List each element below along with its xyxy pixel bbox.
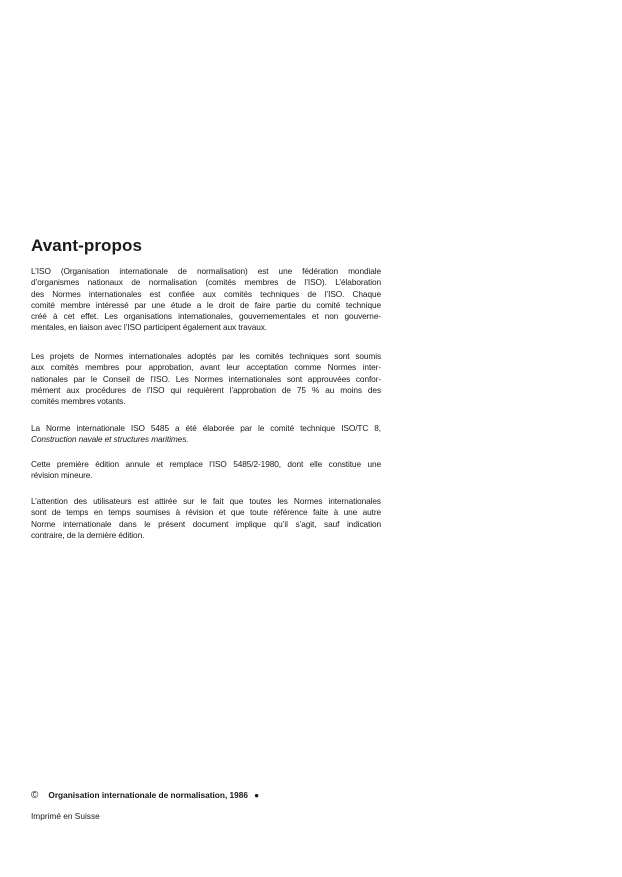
text-line: révision mineure. <box>31 470 93 481</box>
text-line: d’organismes nationaux de normalisation (comités membres de l’ISO). L’élaboration <box>31 277 381 288</box>
paragraph-approval <box>31 351 381 407</box>
copyright-icon: © <box>31 790 39 801</box>
paragraph-iso-intro <box>31 266 381 334</box>
text-line: mément aux procédures de l’ISO qui requièrent l’approbation de 75 % au moins des <box>31 384 381 395</box>
copyright-line <box>31 790 259 801</box>
text-line: comités membres votants. <box>31 396 126 407</box>
text-line: nationales par le Conseil de l’ISO. Les Normes internationales sont approuvées confor- <box>31 373 381 384</box>
text-line: Norme internationale dans le présent document implique qu’il s’agit, sauf indication <box>31 518 381 529</box>
text-line: contraire, de la dernière édition. <box>31 529 145 540</box>
copyright-organization: Organisation internationale de normalisation, 1986 <box>48 790 249 800</box>
paragraph-revision-notice <box>31 496 381 541</box>
text-line: Cette première édition annule et remplace l’ISO 5485/2-1980, dont elle constitue une <box>31 459 381 469</box>
paragraph-standard-origin <box>31 423 381 446</box>
paragraph-edition <box>31 459 381 482</box>
page-heading: Avant-propos <box>31 236 143 255</box>
text-line: comité membre intéressé par une étude a le droit de faire partie du comité technique <box>31 299 381 310</box>
printed-in: Imprimé en Suisse <box>31 811 100 821</box>
bullet-icon: ● <box>254 790 260 800</box>
text-line: des Normes internationales est confiée aux comités techniques de l’ISO. Chaque <box>31 288 381 299</box>
committee-title: Construction navale et structures maritimes. <box>31 434 189 445</box>
text-line: créé à cet effet. Les organisations internationales, gouvernementales et non gouverne- <box>31 311 381 322</box>
text-line: La Norme internationale ISO 5485 a été élaborée par le comité technique ISO/TC 8, <box>31 423 381 433</box>
text-line: mentales, en liaison avec l’ISO participent également aux travaux. <box>31 322 267 333</box>
text-line: L’ISO (Organisation internationale de normalisation) est une fédération mondiale <box>31 266 381 276</box>
text-line: sont de temps en temps soumises à révision et que toute référence faite à une autre <box>31 507 381 518</box>
text-line: Les projets de Normes internationales adoptés par les comités techniques sont soumis <box>31 351 381 361</box>
text-line: L’attention des utilisateurs est attirée sur le fait que toutes les Normes internationales <box>31 496 381 506</box>
text-line: aux comités membres pour approbation, avant leur acceptation comme Normes inter- <box>31 362 381 373</box>
